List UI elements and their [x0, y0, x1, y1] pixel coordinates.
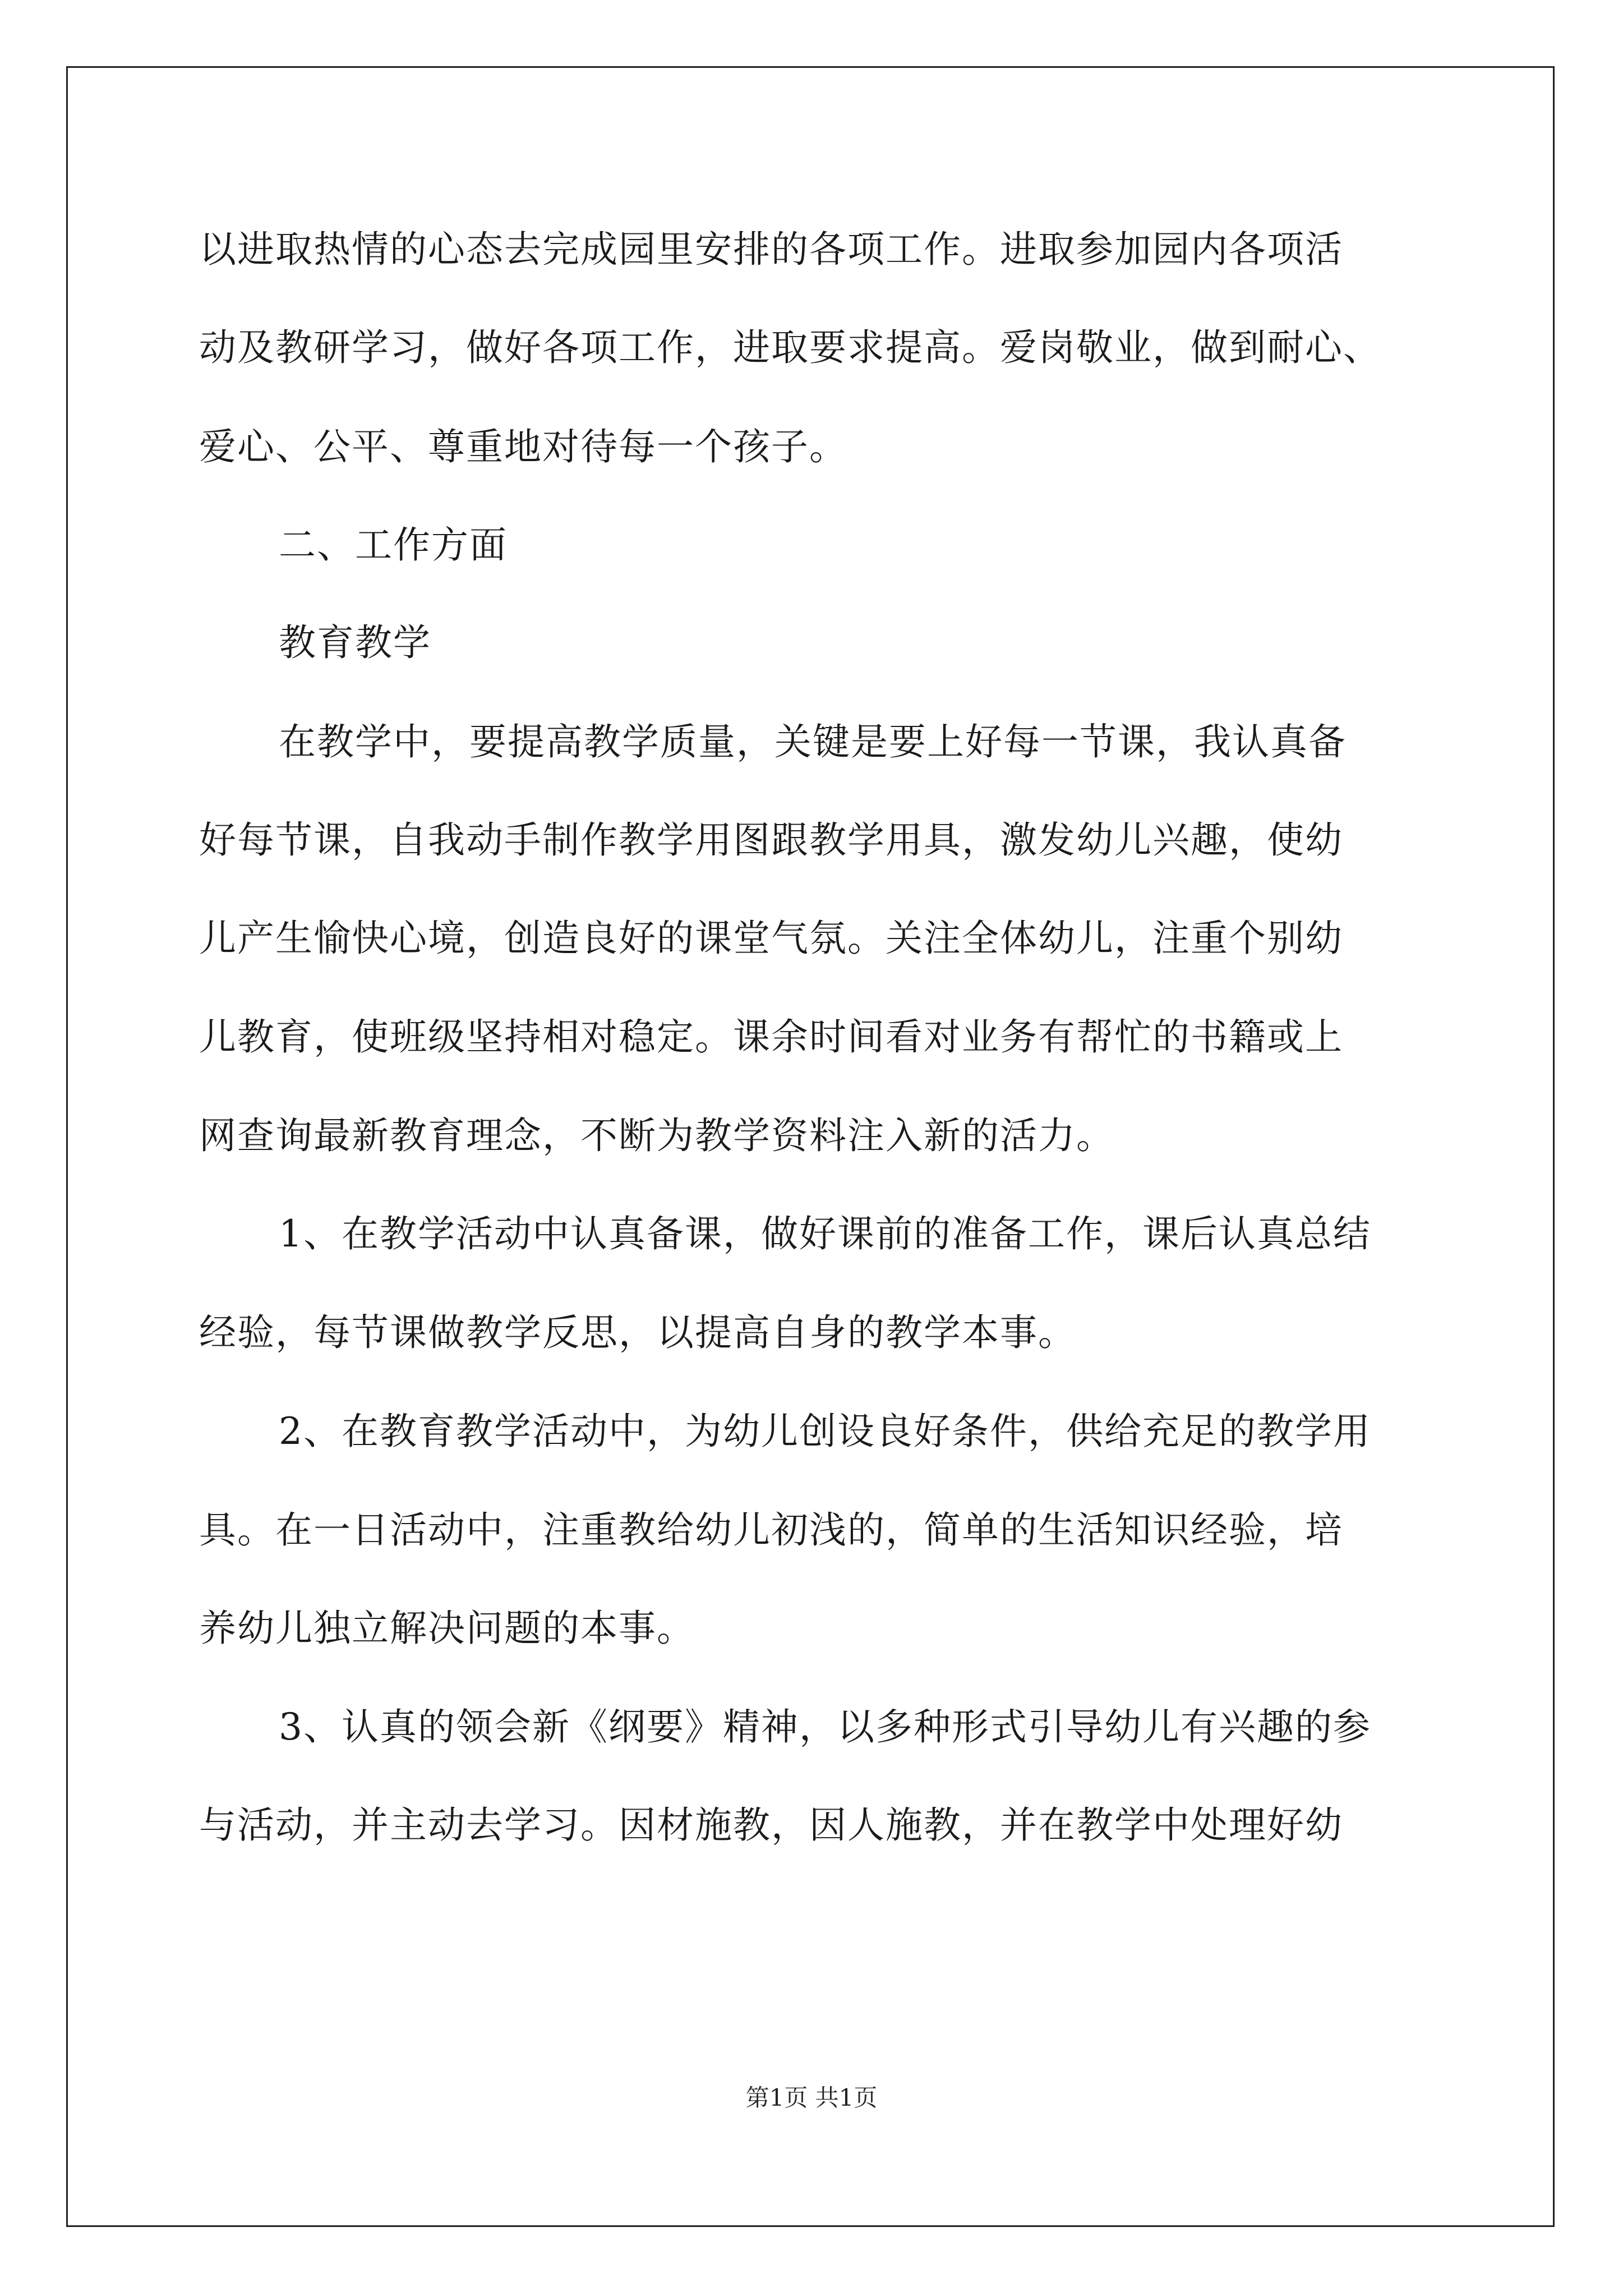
text-line: 养幼儿独立解决问题的本事。: [199, 1607, 695, 1650]
text-line: 3、认真的领会新《纲要》精神，以多种形式引导幼儿有兴趣的参: [279, 1705, 1371, 1749]
text-line: 在教学中，要提高教学质量，关键是要上好每一节课，我认真备: [279, 720, 1347, 763]
text-line: 儿教育，使班级坚持相对稳定。课余时间看对业务有帮忙的书籍或上: [199, 1015, 1343, 1059]
text-line: 2、在教育教学活动中，为幼儿创设良好条件，供给充足的教学用: [279, 1410, 1371, 1453]
page-footer: 第1页 共1页: [745, 2084, 878, 2111]
text-line: 儿产生愉快心境，创造良好的课堂气氛。关注全体幼儿，注重个别幼: [199, 917, 1343, 960]
subsection-heading: 教育教学: [279, 621, 431, 664]
text-line: 1、在教学活动中认真备课，做好课前的准备工作，课后认真总结: [279, 1212, 1371, 1255]
text-line: 以进取热情的心态去完成园里安排的各项工作。进取参加园内各项活: [199, 228, 1343, 271]
text-line: 经验，每节课做教学反思，以提高自身的教学本事。: [199, 1311, 1076, 1354]
text-line: 好每节课，自我动手制作教学用图跟教学用具，激发幼儿兴趣，使幼: [199, 818, 1343, 862]
text-line: 网查询最新教育理念，不断为教学资料注入新的活力。: [199, 1114, 1114, 1157]
text-line: 爱心、公平、尊重地对待每一个孩子。: [199, 425, 847, 468]
section-heading: 二、工作方面: [279, 523, 508, 567]
text-line: 动及教研学习，做好各项工作，进取要求提高。爱岗敬业，做到耐心、: [199, 326, 1381, 369]
text-line: 具。在一日活动中，注重教给幼儿初浅的，简单的生活知识经验，培: [199, 1508, 1343, 1552]
text-line: 与活动，并主动去学习。因材施教，因人施教，并在教学中处理好幼: [199, 1803, 1343, 1847]
